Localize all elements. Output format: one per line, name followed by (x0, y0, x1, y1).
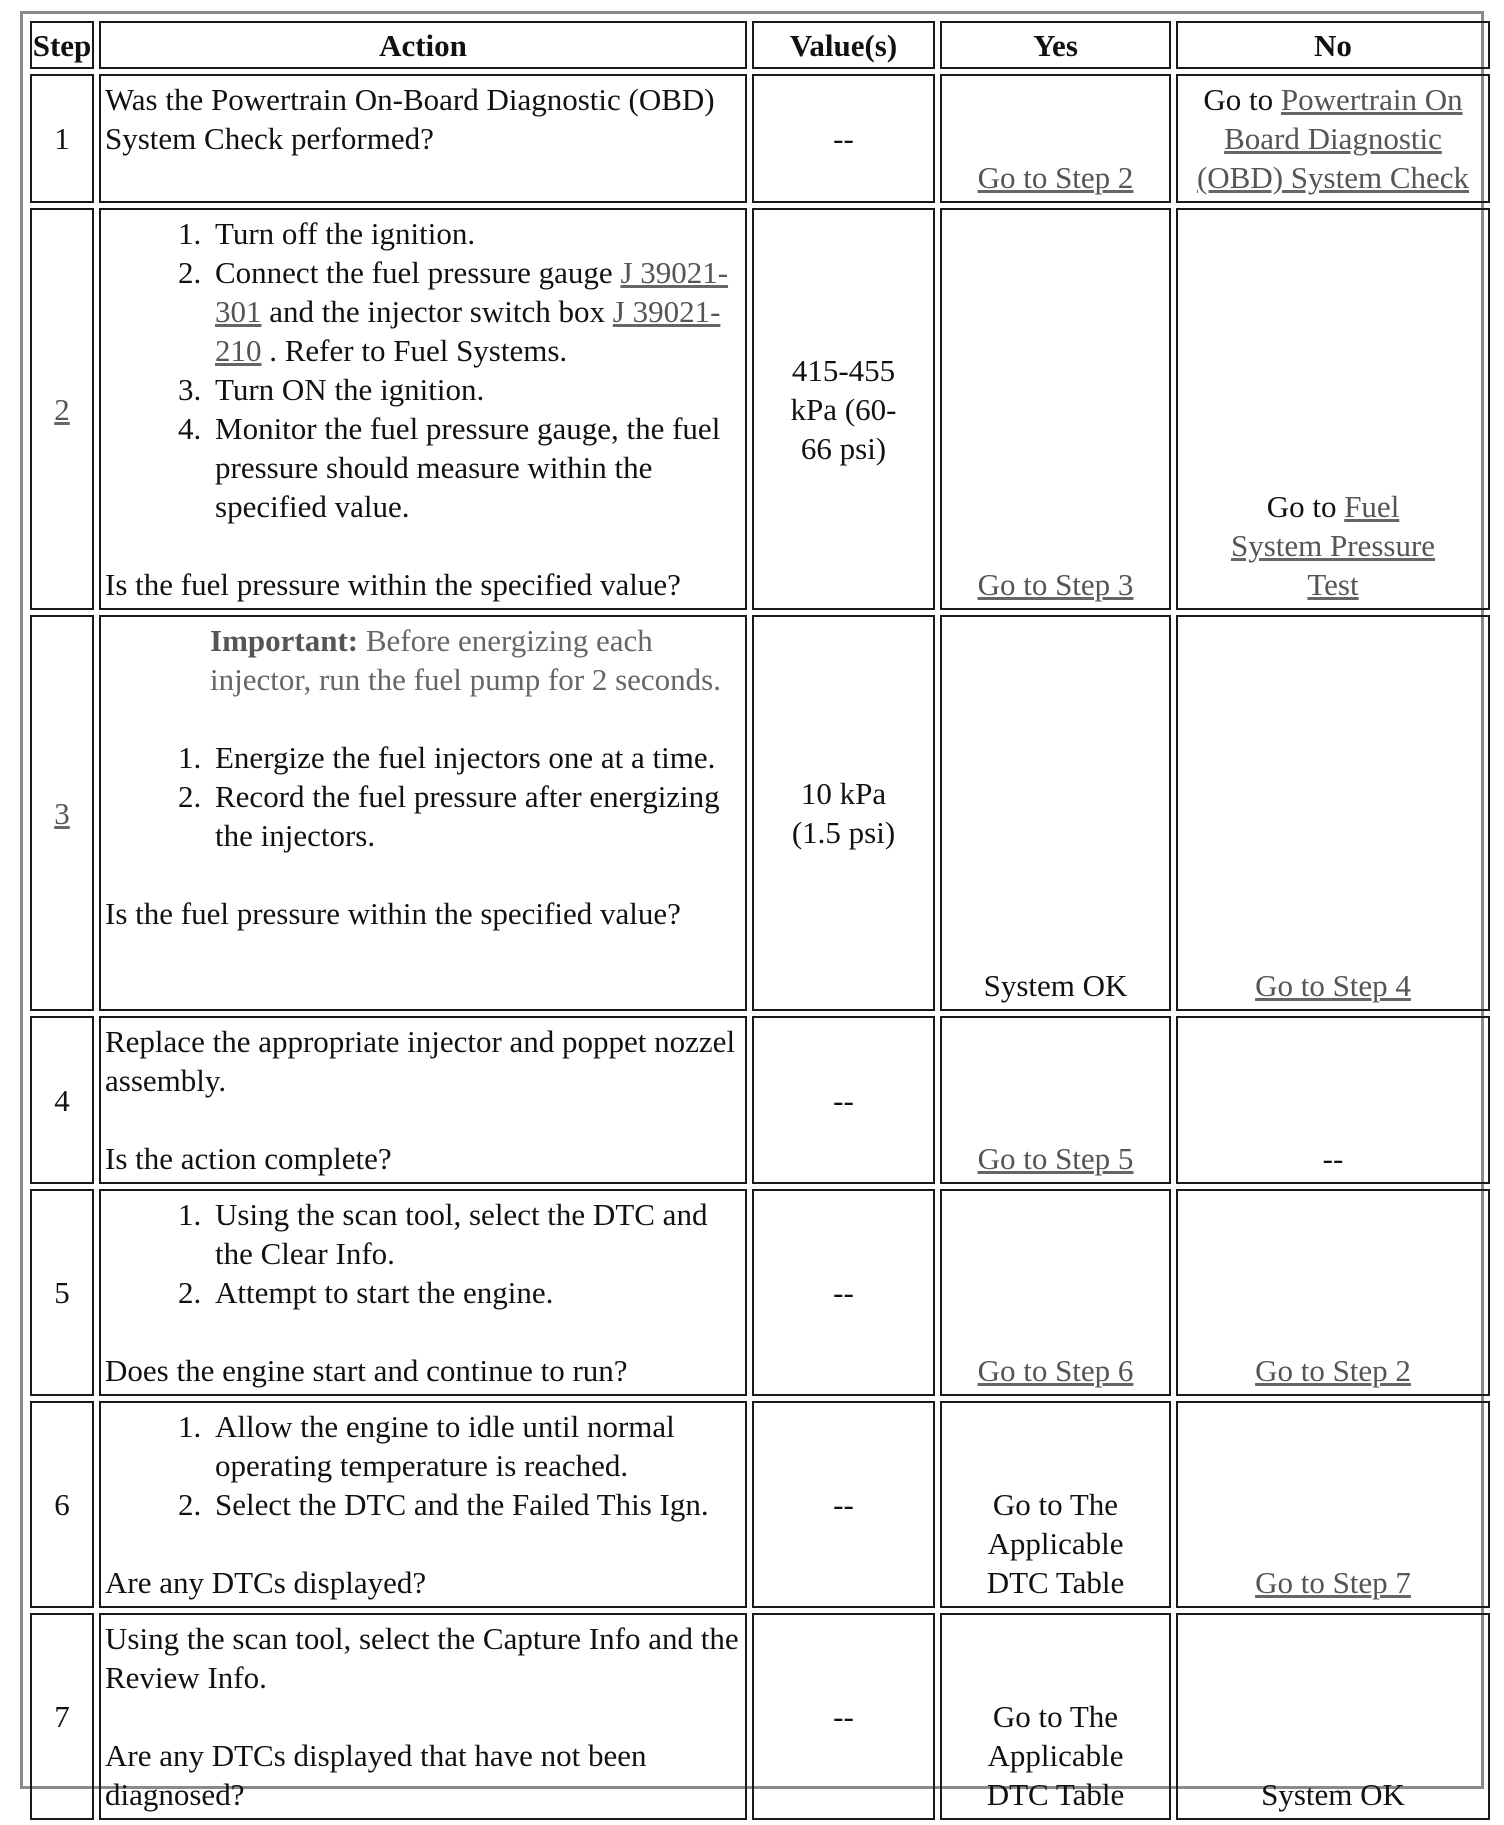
value-cell: -- (752, 74, 935, 203)
diagnostic-table (25, 16, 1495, 1825)
yes-cell: Go to The Applicable DTC Table (940, 1613, 1171, 1820)
list-item: 2. Record the fuel pressure after energizing the injectors. (209, 777, 741, 855)
action-cell (99, 1016, 747, 1184)
step-number: 1 (30, 74, 94, 203)
yes-cell (940, 1189, 1171, 1396)
go-to-step-2-link[interactable]: Go to Step 2 (977, 160, 1134, 195)
value-text: 415-455 kPa (60-66 psi) (790, 352, 897, 466)
table-row (30, 1016, 1490, 1184)
action-cell (99, 74, 747, 203)
action-cell (99, 1189, 747, 1396)
header-yes: Yes (940, 21, 1171, 69)
go-to-step-6-link[interactable]: Go to Step 6 (977, 1353, 1134, 1388)
action-question: Does the engine start and continue to run? (105, 1353, 628, 1388)
list-item: 1. Turn off the ignition. (209, 214, 741, 253)
table-row (30, 74, 1490, 203)
value-text: 10 kPa (1.5 psi) (791, 776, 896, 850)
go-to-step-4-link[interactable]: Go to Step 4 (1255, 968, 1411, 1003)
step-number: 5 (30, 1189, 94, 1396)
no-cell (1176, 74, 1490, 203)
no-cell (1176, 1189, 1490, 1396)
action-text: Was the Powertrain On-Board Diagnostic (OBD) System Check performed? (105, 82, 715, 156)
important-label: Important: (210, 623, 359, 658)
value-cell: -- (752, 1189, 935, 1396)
table-row (30, 1613, 1490, 1820)
no-prefix: Go to (1203, 82, 1281, 117)
no-cell (1176, 615, 1490, 1011)
header-value: Value(s) (752, 21, 935, 69)
action-question: Is the fuel pressure within the specified value? (105, 567, 681, 602)
important-note (105, 621, 741, 699)
list-item: 1. Energize the fuel injectors one at a time. (209, 738, 741, 777)
no-cell (1176, 208, 1490, 610)
step-number (30, 615, 94, 1011)
gauge-tool-link[interactable]: J 39021-301 (215, 255, 729, 329)
go-to-step-3-link[interactable]: Go to Step 3 (977, 567, 1134, 602)
action-list (105, 738, 741, 855)
yes-cell (940, 74, 1171, 203)
list-item: 3. Turn ON the ignition. (209, 370, 741, 409)
value-cell: -- (752, 1016, 935, 1184)
action-question: Is the action complete? (105, 1141, 392, 1176)
action-question: Are any DTCs displayed that have not been diagnosed? (105, 1738, 647, 1812)
step-number (30, 208, 94, 610)
go-to-step-2-link[interactable]: Go to Step 2 (1255, 1353, 1411, 1388)
list-item: 1. Using the scan tool, select the DTC and the Clear Info. (209, 1195, 741, 1273)
list-item: 4. Monitor the fuel pressure gauge, the fuel pressure should measure within the specified value. (209, 409, 741, 526)
list-item: 1. Allow the engine to idle until normal operating temperature is reached. (209, 1407, 741, 1485)
yes-cell: Go to The Applicable DTC Table (940, 1401, 1171, 1608)
value-cell (752, 615, 935, 1011)
action-list (105, 214, 741, 526)
table-row (30, 208, 1490, 610)
value-cell: -- (752, 1613, 935, 1820)
value-cell (752, 208, 935, 610)
header-no: No (1176, 21, 1490, 69)
no-prefix: Go to (1266, 489, 1345, 524)
powertrain-obd-check-link[interactable]: Powertrain On Board Diagnostic (OBD) System Check (1196, 82, 1470, 195)
action-cell (99, 1613, 747, 1820)
switch-box-tool-link[interactable]: J 39021-210 (215, 294, 721, 368)
action-cell (99, 1401, 747, 1608)
go-to-step-7-link[interactable]: Go to Step 7 (1255, 1565, 1411, 1600)
step-3-link[interactable]: 3 (54, 795, 70, 831)
action-question: Are any DTCs displayed? (105, 1565, 427, 1600)
list-item: 2. Connect the fuel pressure gauge J 39021-301 and the injector switch box J 39021-210 . Refer to Fuel Systems. (209, 253, 741, 370)
yes-cell (940, 208, 1171, 610)
action-question: Is the fuel pressure within the specified value? (105, 896, 681, 931)
list-item: 2. Select the DTC and the Failed This Ign. (209, 1485, 741, 1524)
no-cell: System OK (1176, 1613, 1490, 1820)
step-number: 7 (30, 1613, 94, 1820)
fuel-system-pressure-test-link[interactable]: Fuel System Pressure Test (1230, 489, 1436, 602)
list-item: 2. Attempt to start the engine. (209, 1273, 741, 1312)
action-text: Replace the appropriate injector and poppet nozzel assembly. (105, 1024, 736, 1098)
table-row (30, 1189, 1490, 1396)
value-cell: -- (752, 1401, 935, 1608)
diagnostic-table-frame (20, 11, 1484, 1812)
header-action: Action (99, 21, 747, 69)
header-step: Step (30, 21, 94, 69)
step-2-link[interactable]: 2 (54, 391, 70, 427)
action-list (105, 1195, 741, 1312)
action-text: Using the scan tool, select the Capture Info and the Review Info. (105, 1621, 739, 1695)
important-text: Before energizing each injector, run the fuel pump for 2 seconds. (210, 623, 721, 697)
action-cell (99, 615, 747, 1011)
action-cell (99, 208, 747, 610)
yes-cell: System OK (940, 615, 1171, 1011)
table-row (30, 615, 1490, 1011)
yes-cell (940, 1016, 1171, 1184)
step-number: 6 (30, 1401, 94, 1608)
table-row (30, 1401, 1490, 1608)
no-cell (1176, 1401, 1490, 1608)
header-row (30, 21, 1490, 69)
no-cell: -- (1176, 1016, 1490, 1184)
action-list (105, 1407, 741, 1524)
go-to-step-5-link[interactable]: Go to Step 5 (977, 1141, 1134, 1176)
step-number: 4 (30, 1016, 94, 1184)
